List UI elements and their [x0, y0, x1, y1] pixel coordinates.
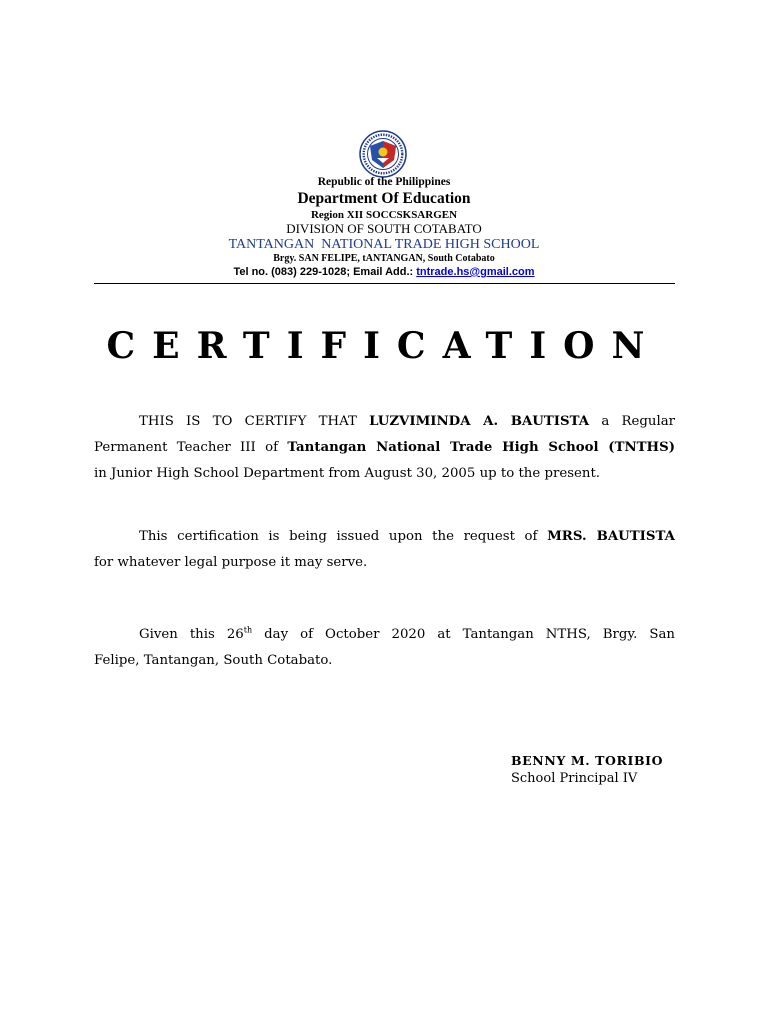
p2-text: This certification is being issued upon the request of [139, 529, 538, 544]
p3-text: Given this 26 [139, 627, 244, 642]
paragraph-3-line-2: Felipe, Tantangan, South Cotabato. [94, 653, 333, 668]
contact-phone-label: Tel no. (083) 229-1028; Email Add.: [233, 266, 417, 278]
paragraph-2-line-2: for whatever legal purpose it may serve. [94, 555, 368, 570]
department-heading: Department Of Education [297, 190, 471, 207]
teacher-name: LUZVIMINDA A. BAUTISTA [369, 414, 590, 429]
signatory-position: School Principal IV [511, 771, 638, 786]
contact-line [94, 266, 674, 278]
p1-text: Permanent Teacher III of [94, 440, 279, 455]
document-title: CERTIFICATION [106, 325, 662, 367]
paragraph-3-line-1 [139, 626, 675, 644]
p1-text: THIS IS TO CERTIFY THAT [139, 414, 357, 429]
republic-heading: Republic of the Philippines [317, 176, 451, 188]
requester-name: MRS. BAUTISTA [547, 529, 675, 544]
school-name-heading: TANTANGAN NATIONAL TRADE HIGH SCHOOL [228, 237, 540, 252]
ordinal-suffix: th [243, 625, 253, 635]
paragraph-1-line-3: in Junior High School Department from August 30, 2005 up to the present. [94, 466, 601, 481]
header-divider [94, 283, 675, 284]
region-heading: Region XII SOCCSKSARGEN [310, 209, 458, 221]
school-name-bold: Tantangan National Trade High School (TNTHS) [287, 440, 675, 455]
email-link[interactable]: tntrade.hs@gmail.com [416, 266, 535, 278]
deped-seal-icon [352, 130, 414, 178]
paragraph-2-line-1 [139, 528, 675, 546]
p3-text: day of October 2020 at Tantangan NTHS, Brgy. San [264, 627, 675, 642]
p3-date-part [139, 627, 252, 642]
p1-text: a Regular [601, 414, 675, 429]
division-heading: DIVISION OF SOUTH COTABATO [286, 221, 482, 236]
paragraph-1-line-1 [139, 413, 675, 431]
signatory-name: BENNY M. TORIBIO [511, 753, 664, 768]
paragraph-1-line-2 [94, 439, 675, 457]
school-address: Brgy. SAN FELIPE, tANTANGAN, South Cotabato [273, 253, 495, 264]
